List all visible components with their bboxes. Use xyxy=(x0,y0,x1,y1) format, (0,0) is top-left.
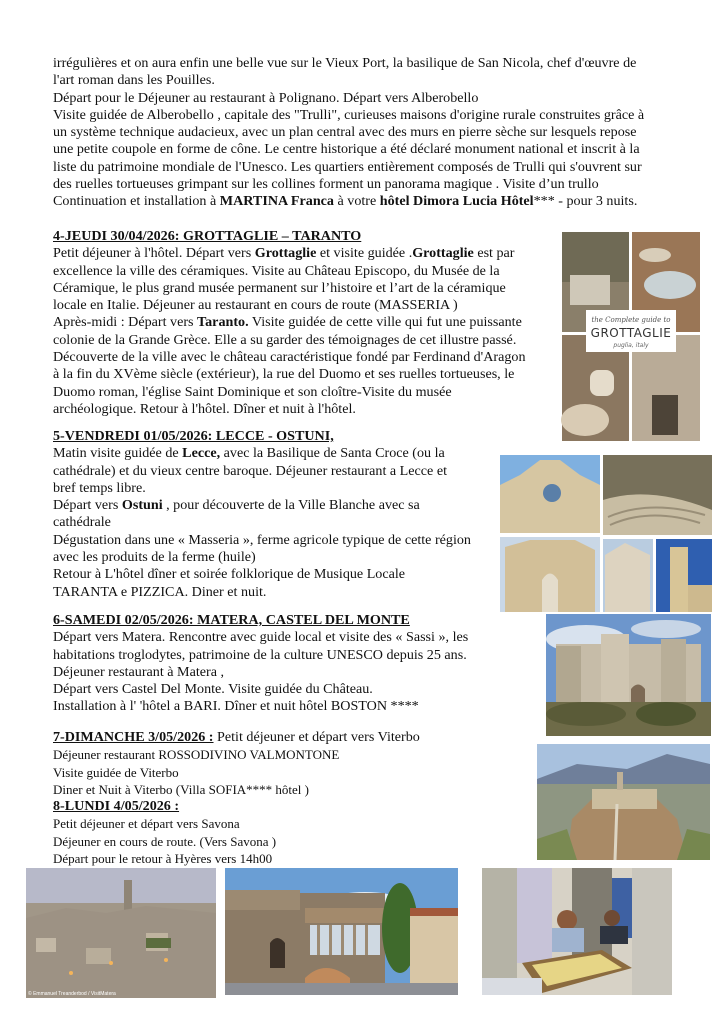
text: avec la Basilique de Santa Croce (ou la xyxy=(220,445,445,462)
intro-line: Visite guidée de Alberobello , capitale des "Trulli", curieuses maisons d'origine rurale construites grâce à xyxy=(53,106,645,123)
intro-line: un système technique audacieux, avec un plan central avec des murs en pierre sèche sur lesquels repose xyxy=(53,124,637,141)
civita-photo xyxy=(537,744,710,860)
place-name: Taranto. xyxy=(197,314,249,331)
day5-line: TARANTA e PIZZICA. Diner et nuit. xyxy=(53,583,267,600)
day5-line: cathédrale xyxy=(53,514,111,531)
day4-heading: 4-JEUDI 30/04/2026: GROTTAGLIE – TARANTO xyxy=(53,228,362,244)
day5-heading: 5-VENDREDI 01/05/2026: LECCE - OSTUNI, xyxy=(53,428,334,444)
guide-title: GROTTAGLIE xyxy=(590,326,672,340)
papal-palace-image xyxy=(225,868,458,995)
viterbo-palace-photo xyxy=(225,868,458,995)
pasta-street-photo xyxy=(482,868,672,995)
intro-line: liste du patrimoine mondiale de l'Unesco. Les quartiers entièrement composés de Trulli qui s'ouvrent sur xyxy=(53,158,642,175)
day4-line: archéologique. Retour à l'hôtel. Dîner et nuit à l'hôtel. xyxy=(53,400,356,417)
day6-section xyxy=(53,612,468,716)
day5-line xyxy=(53,445,471,462)
intro-line: irrégulières et on aura enfin une belle vue sur le Vieux Port, la basilique de San Nicola, chef d'œuvre de xyxy=(53,55,637,71)
day7-heading: 7-DIMANCHE 3/05/2026 : xyxy=(53,729,214,745)
day7-line: Visite guidée de Viterbo xyxy=(53,764,179,780)
lecce-ostuni-photo xyxy=(500,455,712,612)
hilltop-village-image xyxy=(537,744,710,860)
place-name: Ostuni xyxy=(121,497,163,514)
hotel-name: hôtel Dimora Lucia Hôtel xyxy=(379,193,534,210)
day6-line: Installation à l' 'hôtel a BARI. Dîner et nuit hôtel BOSTON **** xyxy=(53,698,419,715)
day7-section xyxy=(53,729,420,867)
day5-line: Dégustation dans une « Masseria », ferme agricole typique de cette région xyxy=(53,531,471,548)
text: Petit déjeuner à l'hôtel. Départ vers xyxy=(53,245,255,262)
text: et visite guidée . xyxy=(316,245,413,262)
day7-line: Diner et Nuit à Viterbo (Villa SOFIA**** hôtel ) xyxy=(53,781,309,797)
text: *** - pour 3 nuits. xyxy=(533,193,638,210)
text: Petit déjeuner et départ vers Viterbo xyxy=(213,729,420,745)
day8-line: Départ pour le retour à Hyères vers 14h00 xyxy=(53,851,273,867)
intro-line: l'art roman dans les Pouilles. xyxy=(53,72,215,89)
intro-paragraph xyxy=(53,55,644,211)
day8-line: Déjeuner en cours de route. (Vers Savona ) xyxy=(53,833,277,849)
day4-line: colonie de la Grande Grèce. Elle a su garder des témoignages de cet illustre passé. xyxy=(53,331,517,348)
day4-line: à la fin du XVème siècle (extérieur), la rue del Duomo et ses ruelles tortueuses, le xyxy=(53,366,515,383)
day7-heading-line xyxy=(53,729,420,746)
grottaglie-guide-photo xyxy=(560,230,702,443)
photo-credit: © Emmanuel Treanderbod / VisitMatera xyxy=(28,991,116,997)
text: est par xyxy=(473,245,515,262)
day4-line: Duomo roman, l'église Saint Dominique et son cloître-Visite du musée xyxy=(53,383,452,400)
day6-line: Départ vers Castel Del Monte. Visite guidée du Château. xyxy=(53,681,373,698)
day4-line: locale en Italie. Déjeuner au restaurant en cours de route (MASSERIA ) xyxy=(53,297,458,314)
grottaglie-collage xyxy=(560,230,702,443)
day4-line: Céramique, le plus grand musée permanent sur l’histoire et l’art de la céramique xyxy=(53,279,506,296)
day7-line: Déjeuner restaurant ROSSODIVINO VALMONTONE xyxy=(53,747,340,763)
text: Matin visite guidée de xyxy=(53,445,183,462)
matera-sassi-image xyxy=(26,868,216,998)
day4-line xyxy=(53,314,526,331)
day5-line: cathédrale) et du vieux centre baroque. Déjeuner restaurant a Lecce et xyxy=(53,462,448,479)
matera-photo xyxy=(26,868,216,998)
guide-subtitle: puglia, italy xyxy=(613,342,649,349)
text: à votre xyxy=(333,193,380,210)
intro-line: des ruelles tortueuses grimpant sur les collines forment un panorama magique . Visite d’un trullo xyxy=(53,176,599,193)
orecchiette-street-image xyxy=(482,868,672,995)
place-name: Grottaglie xyxy=(412,245,474,262)
text: Visite guidée de cette ville qui fut une puissante xyxy=(248,314,522,331)
day6-line: Départ vers Matera. Rencontre avec guide local et visite des « Sassi », les xyxy=(53,629,469,646)
day5-section xyxy=(53,428,471,601)
castle-image xyxy=(546,614,711,736)
day4-line xyxy=(53,245,526,262)
day6-line: habitations troglodytes, patrimoine de la culture UNESCO depuis 25 ans. xyxy=(53,646,467,663)
lecce-collage xyxy=(500,455,712,612)
castel-del-monte-photo xyxy=(546,614,711,736)
day8-line: Petit déjeuner et départ vers Savona xyxy=(53,816,240,832)
day5-line: bref temps libre. xyxy=(53,479,146,496)
day4-line: Découverte de la ville avec le château caractéristique fondé par Ferdinand d'Aragon xyxy=(53,349,526,366)
text: , pour découverte de la Ville Blanche avec sa xyxy=(162,497,420,514)
text: Après-midi : Départ vers xyxy=(53,314,198,331)
guide-script-title: the Complete guide to xyxy=(591,316,671,324)
intro-line: une petite coupole en forme de cône. Le centre historique a été déclaré monument national et inscrit à la xyxy=(53,141,640,158)
place-name: Grottaglie xyxy=(254,245,317,262)
town-name: MARTINA Franca xyxy=(219,193,334,210)
place-name: Lecce, xyxy=(182,445,221,462)
day5-line: avec les produits de la ferme (huile) xyxy=(53,549,256,566)
intro-line: Départ pour le Déjeuner au restaurant à Polignano. Départ vers Alberobello xyxy=(53,89,479,106)
day5-line: Retour à L'hôtel dîner et soirée folklorique de Musique Locale xyxy=(53,566,406,583)
day5-line xyxy=(53,497,471,514)
day8-heading: 8-LUNDI 4/05/2026 : xyxy=(53,798,180,815)
day4-line: excellence la ville des céramiques. Visite au Château Episcopo, du Musée de la xyxy=(53,262,500,279)
day4-section xyxy=(53,228,526,418)
day6-line: Déjeuner restaurant à Matera , xyxy=(53,663,224,680)
day6-heading: 6-SAMEDI 02/05/2026: MATERA, CASTEL DEL MONTE xyxy=(53,612,410,628)
intro-line-hotel xyxy=(53,193,644,210)
text: Continuation et installation à xyxy=(53,193,220,210)
text: Départ vers xyxy=(53,497,122,514)
